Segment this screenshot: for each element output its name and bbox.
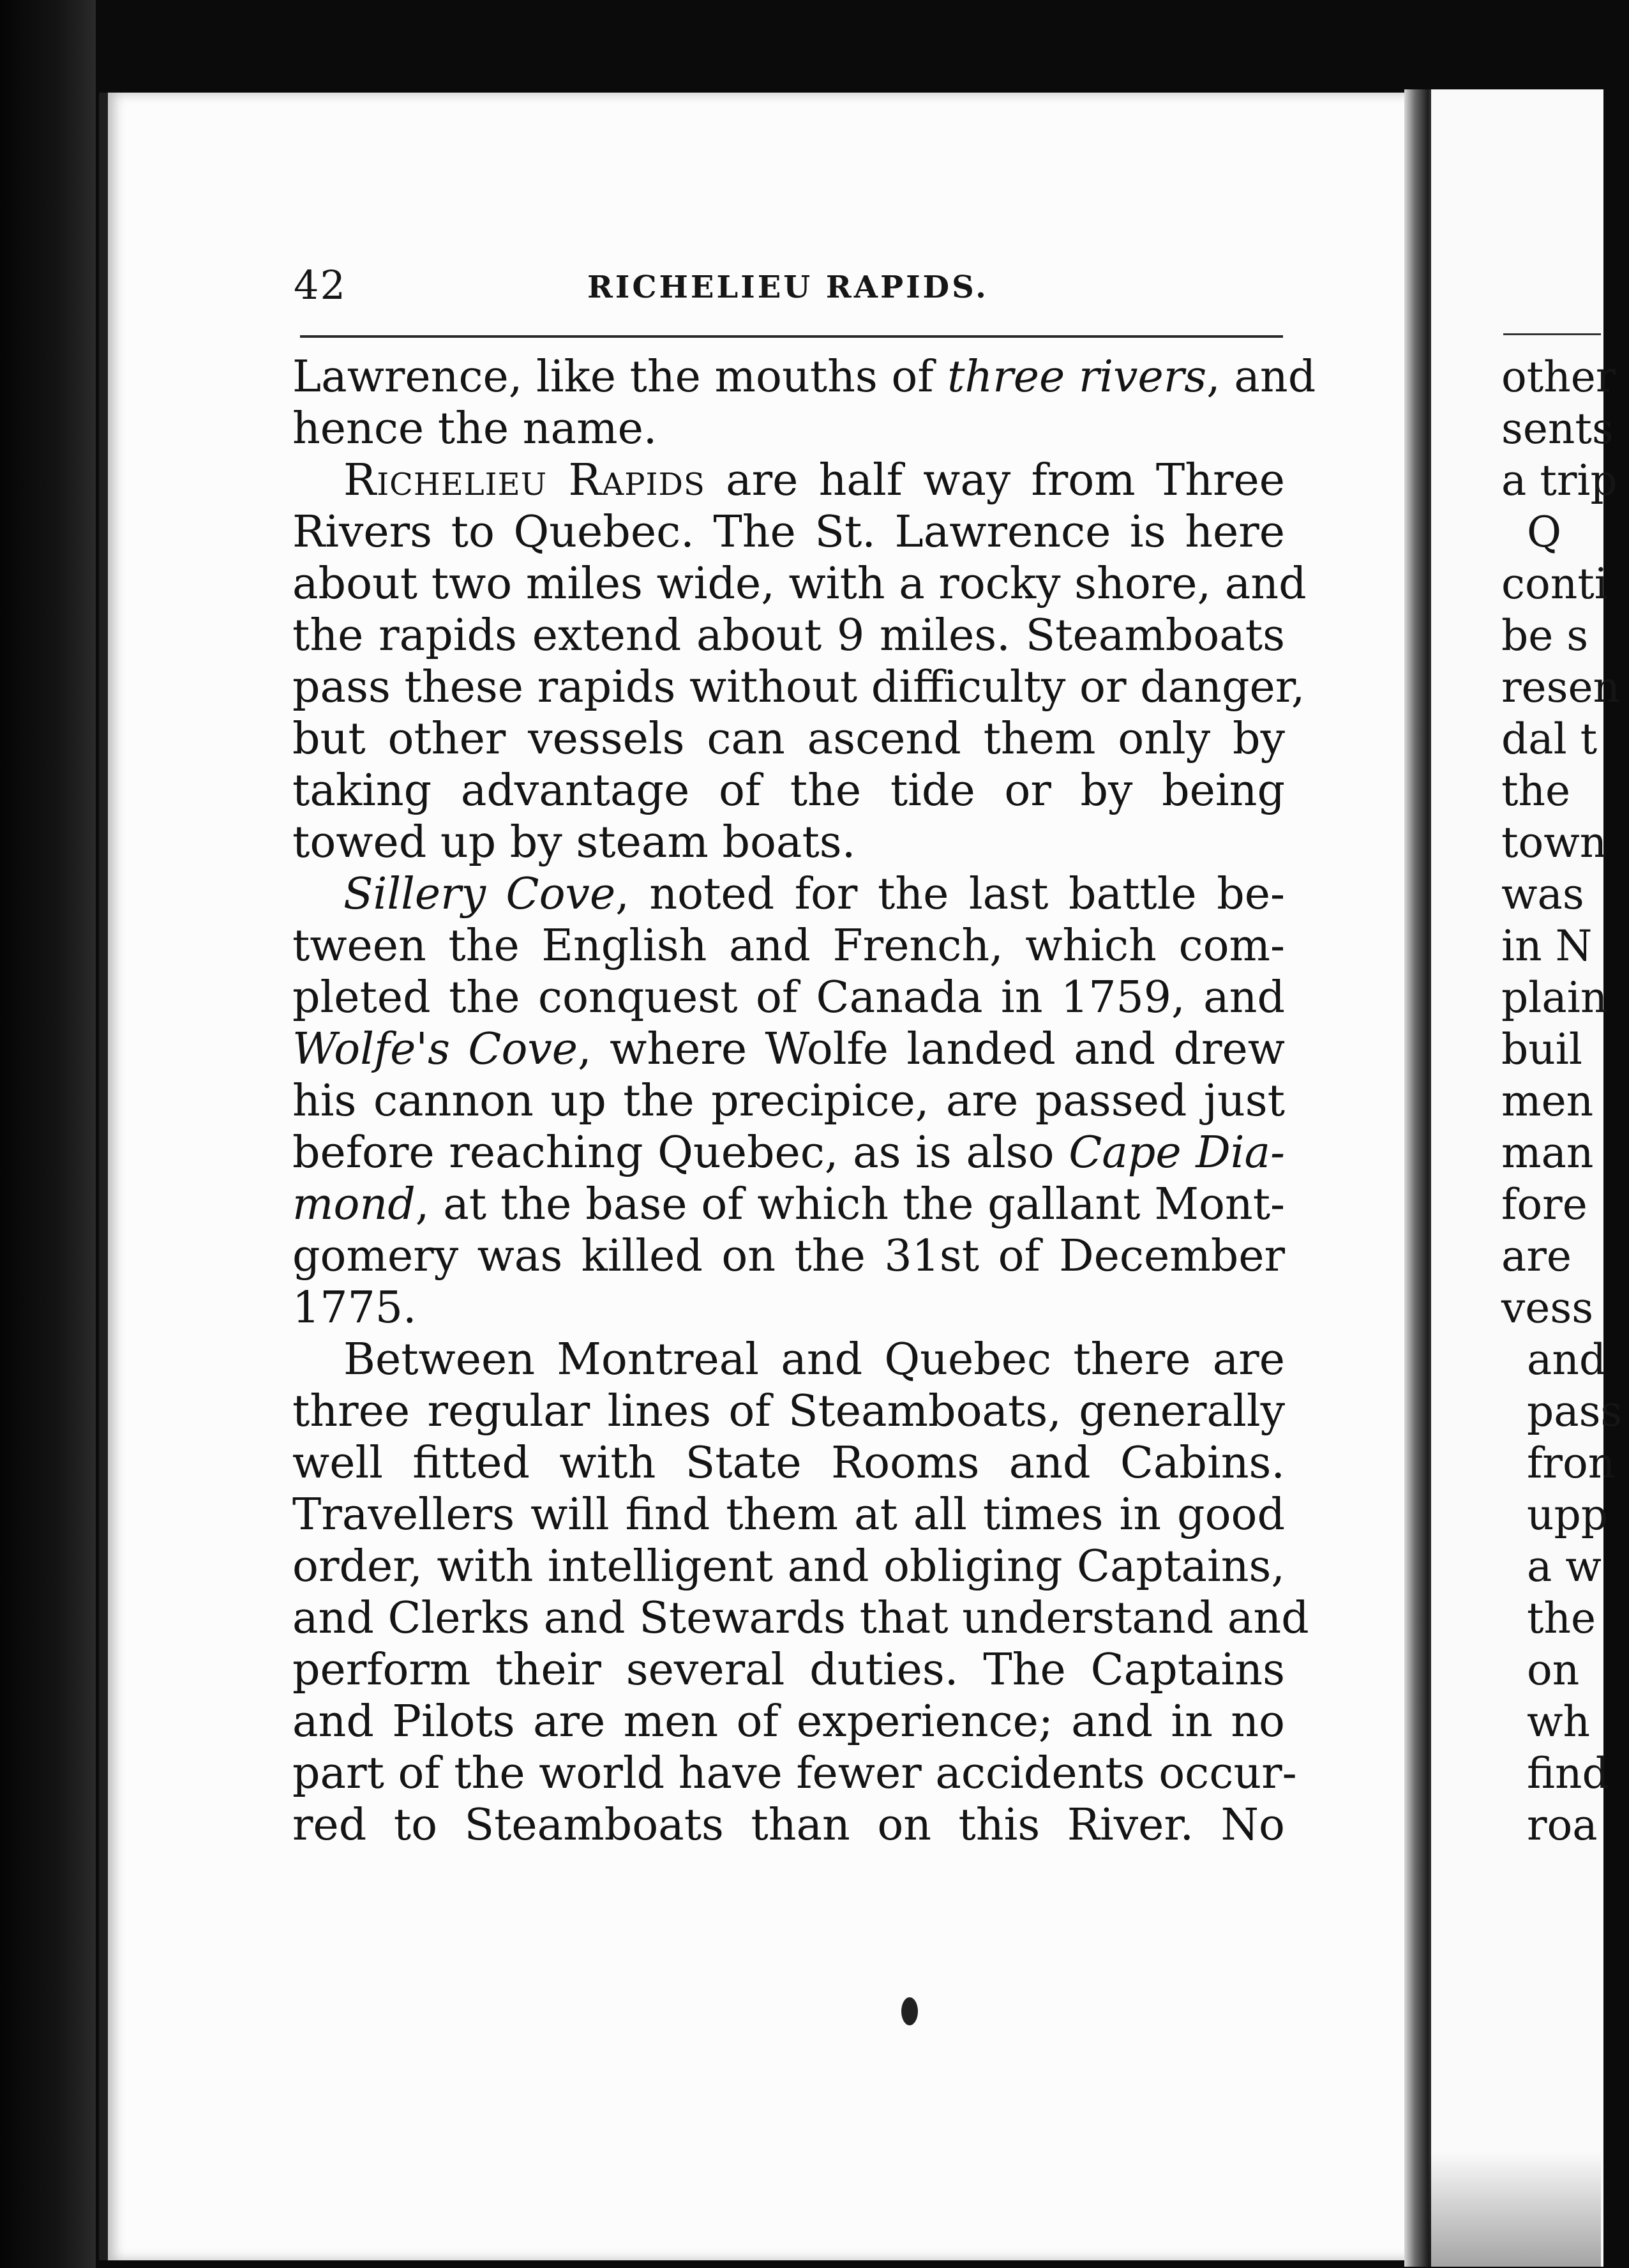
right-page-line: resen [1501, 663, 1621, 712]
text-line: gomery was killed on the 31st of December [292, 1231, 1285, 1281]
right-page-line: are [1501, 1232, 1572, 1281]
text-line: part of the world have fewer accidents occur- [292, 1748, 1297, 1799]
right-page-line: town [1501, 818, 1607, 867]
text-line: hence the name. [292, 404, 657, 454]
right-page-line: pass [1527, 1387, 1623, 1436]
right-page-line: the [1527, 1594, 1596, 1643]
text-run: are half way from Three [705, 455, 1286, 506]
text-line: the rapids extend about 9 miles. Steamboats [292, 610, 1285, 661]
text-line [292, 1127, 1285, 1179]
text-line: Travellers will find them at all times in good [292, 1490, 1285, 1540]
right-page-line: other [1501, 352, 1616, 402]
text-run: before reaching Quebec, as is also [292, 1128, 1069, 1178]
right-page-line: conti [1501, 559, 1608, 609]
right-page-line: fron [1527, 1439, 1616, 1488]
right-page-line: in N [1501, 921, 1593, 971]
right-page-shadow [1429, 2152, 1601, 2268]
text-run: , at the base of which the gallant Mont- [415, 1179, 1285, 1230]
right-page-text [1501, 351, 1629, 1851]
text-line: but other vessels can ascend them only by [292, 714, 1285, 764]
italic-run: Cape Dia- [1069, 1128, 1285, 1178]
ink-blot [901, 1997, 918, 2025]
right-page-line: Q [1527, 508, 1562, 557]
italic-run: mond [292, 1179, 416, 1230]
right-page-line: be s [1501, 611, 1589, 660]
right-page-line: man [1501, 1128, 1594, 1177]
right-page-line: plain [1501, 973, 1608, 1022]
text-line: and Pilots are men of experience; and in no [292, 1697, 1285, 1747]
right-page-line: sents [1501, 404, 1614, 453]
right-page-line: dal t [1501, 714, 1598, 764]
small-caps-run: Richelieu Rapids [343, 455, 705, 506]
text-line: perform their several duties. The Captains [292, 1645, 1285, 1695]
text-line: pass these rapids without difficulty or danger, [292, 662, 1305, 713]
right-page-line: on [1527, 1645, 1580, 1695]
page-gutter [1404, 89, 1429, 2267]
text-line: his cannon up the precipice, are passed just [292, 1076, 1285, 1126]
text-run: , and [1206, 352, 1316, 402]
header-rule [300, 335, 1283, 338]
text-line [292, 868, 1285, 920]
right-page-line: wh [1527, 1697, 1590, 1746]
italic-run: Wolfe's Cove [292, 1024, 578, 1075]
text-run: Lawrence, like the mouths of [292, 352, 948, 402]
text-line: Between Montreal and Quebec there are [343, 1334, 1285, 1385]
text-line [292, 455, 1285, 506]
text-line: towed up by steam boats. [292, 817, 856, 868]
right-page-line: was [1501, 870, 1584, 919]
text-line: three regular lines of Steamboats, generally [292, 1386, 1285, 1437]
text-line: pleted the conquest of Canada in 1759, and [292, 972, 1285, 1023]
book-spine-shadow [0, 0, 96, 2268]
page-number: 42 [294, 262, 347, 308]
text-line: 1775. [292, 1283, 417, 1333]
text-line [292, 1024, 1285, 1075]
text-line: taking advantage of the tide or by being [292, 766, 1285, 816]
text-run: , where Wolfe landed and drew [578, 1024, 1285, 1075]
italic-run: three rivers [947, 352, 1207, 402]
right-page-line: upp [1527, 1490, 1609, 1539]
right-page-line: roa [1527, 1801, 1598, 1850]
right-page-line: find [1527, 1749, 1609, 1798]
right-page-line: vess [1501, 1283, 1594, 1333]
text-line [292, 351, 1316, 403]
right-page-line: the [1501, 766, 1571, 815]
text-line: order, with intelligent and obliging Captains, [292, 1541, 1285, 1592]
right-page-line: a trip [1501, 456, 1618, 505]
running-title: RICHELIEU RAPIDS. [587, 269, 989, 305]
text-line [292, 1179, 1285, 1230]
text-line: tween the English and French, which com- [292, 921, 1285, 971]
text-line: red to Steamboats than on this River. No [292, 1800, 1285, 1850]
text-line: Rivers to Quebec. The St. Lawrence is here [292, 507, 1285, 557]
body-text [292, 351, 1316, 1851]
right-page-line: a w [1527, 1542, 1602, 1591]
text-run: , noted for the last battle be- [615, 869, 1285, 919]
right-page-header-rule [1503, 333, 1601, 335]
page-header [294, 262, 1283, 313]
text-line: well fitted with State Rooms and Cabins. [292, 1438, 1285, 1488]
right-page-line: men [1501, 1077, 1594, 1126]
italic-run: Sillery Cove [343, 869, 616, 919]
right-page-line: buil [1501, 1025, 1582, 1074]
text-line: about two miles wide, with a rocky shore, and [292, 559, 1307, 609]
right-page-line: and [1527, 1335, 1607, 1384]
text-line: and Clerks and Stewards that understand and [292, 1593, 1309, 1644]
right-page-line: fore [1501, 1180, 1588, 1229]
